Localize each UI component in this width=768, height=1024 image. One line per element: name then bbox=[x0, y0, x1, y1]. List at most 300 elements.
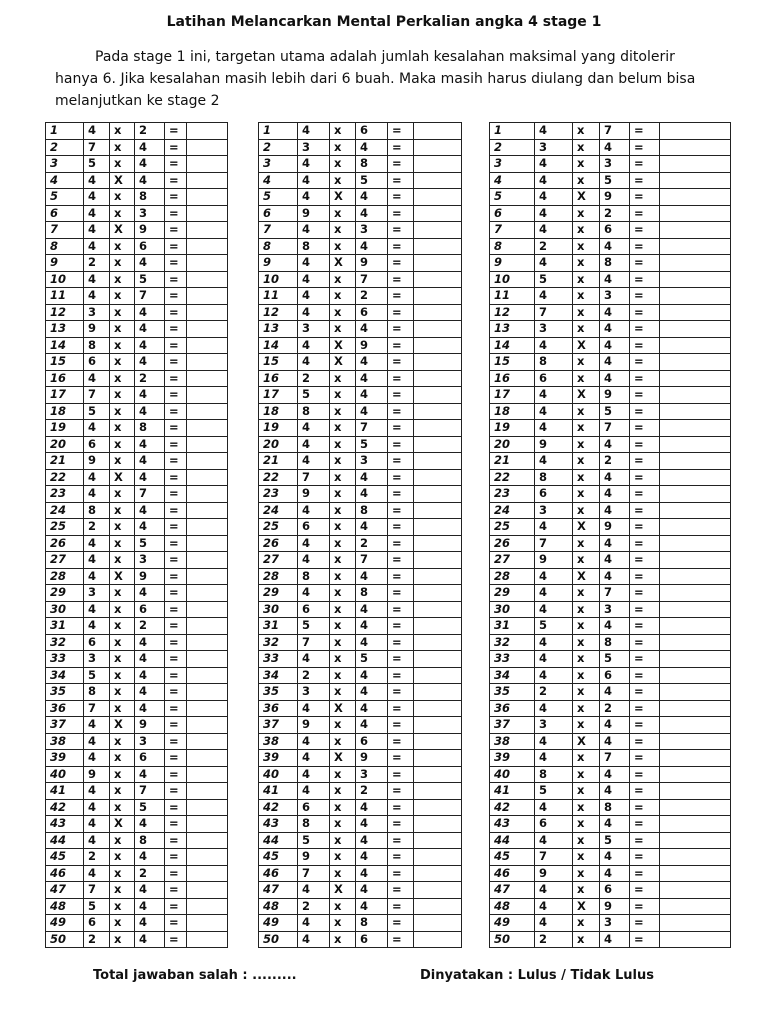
answer-cell[interactable] bbox=[660, 502, 731, 519]
table-row bbox=[490, 304, 731, 321]
answer-cell[interactable] bbox=[414, 453, 462, 470]
answer-cell[interactable] bbox=[414, 667, 462, 684]
multiply-sign: x bbox=[110, 618, 135, 635]
table-row bbox=[490, 238, 731, 255]
answer-cell[interactable] bbox=[660, 255, 731, 272]
row-number: 36 bbox=[259, 700, 298, 717]
answer-cell[interactable] bbox=[660, 700, 731, 717]
equals-sign: = bbox=[165, 255, 187, 272]
answer-cell[interactable] bbox=[660, 337, 731, 354]
answer-cell[interactable] bbox=[660, 898, 731, 915]
multiply-sign: X bbox=[110, 172, 135, 189]
answer-cell[interactable] bbox=[660, 354, 731, 371]
row-number: 49 bbox=[46, 915, 84, 932]
table-row bbox=[259, 915, 462, 932]
row-number: 12 bbox=[490, 304, 535, 321]
answer-cell[interactable] bbox=[414, 156, 462, 173]
row-number: 3 bbox=[46, 156, 84, 173]
answer-cell[interactable] bbox=[660, 304, 731, 321]
equals-sign: = bbox=[388, 255, 414, 272]
answer-cell[interactable] bbox=[187, 222, 228, 239]
first-operand: 3 bbox=[298, 139, 330, 156]
answer-cell[interactable] bbox=[414, 585, 462, 602]
equals-sign: = bbox=[630, 304, 660, 321]
multiply-sign: x bbox=[573, 865, 600, 882]
answer-cell[interactable] bbox=[660, 865, 731, 882]
answer-cell[interactable] bbox=[187, 519, 228, 536]
table-row bbox=[46, 717, 228, 734]
answer-cell[interactable] bbox=[660, 436, 731, 453]
answer-cell[interactable] bbox=[187, 535, 228, 552]
table-row bbox=[46, 618, 228, 635]
equals-sign: = bbox=[165, 337, 187, 354]
answer-cell[interactable] bbox=[187, 766, 228, 783]
answer-cell[interactable] bbox=[414, 849, 462, 866]
row-number: 6 bbox=[259, 205, 298, 222]
answer-cell[interactable] bbox=[660, 205, 731, 222]
answer-cell[interactable] bbox=[414, 700, 462, 717]
row-number: 24 bbox=[259, 502, 298, 519]
equals-sign: = bbox=[388, 585, 414, 602]
row-number: 24 bbox=[46, 502, 84, 519]
second-operand: 4 bbox=[356, 700, 388, 717]
table-row bbox=[46, 321, 228, 338]
first-operand: 7 bbox=[84, 700, 110, 717]
first-operand: 4 bbox=[298, 766, 330, 783]
answer-cell[interactable] bbox=[414, 321, 462, 338]
first-operand: 4 bbox=[84, 816, 110, 833]
answer-cell[interactable] bbox=[414, 519, 462, 536]
answer-cell[interactable] bbox=[187, 469, 228, 486]
answer-cell[interactable] bbox=[660, 733, 731, 750]
table-row bbox=[490, 882, 731, 899]
answer-cell[interactable] bbox=[414, 750, 462, 767]
equals-sign: = bbox=[388, 354, 414, 371]
answer-cell[interactable] bbox=[187, 915, 228, 932]
answer-cell[interactable] bbox=[414, 486, 462, 503]
answer-cell[interactable] bbox=[187, 205, 228, 222]
multiply-sign: x bbox=[330, 568, 356, 585]
multiply-sign: x bbox=[110, 651, 135, 668]
answer-cell[interactable] bbox=[660, 651, 731, 668]
row-number: 17 bbox=[490, 387, 535, 404]
row-number: 22 bbox=[46, 469, 84, 486]
row-number: 45 bbox=[259, 849, 298, 866]
answer-cell[interactable] bbox=[414, 469, 462, 486]
answer-cell[interactable] bbox=[187, 172, 228, 189]
multiply-sign: x bbox=[573, 832, 600, 849]
row-number: 28 bbox=[259, 568, 298, 585]
row-number: 21 bbox=[46, 453, 84, 470]
row-number: 34 bbox=[259, 667, 298, 684]
answer-cell[interactable] bbox=[660, 618, 731, 635]
answer-cell[interactable] bbox=[414, 304, 462, 321]
second-operand: 3 bbox=[356, 766, 388, 783]
answer-cell[interactable] bbox=[414, 568, 462, 585]
answer-cell[interactable] bbox=[187, 700, 228, 717]
first-operand: 4 bbox=[535, 205, 573, 222]
equals-sign: = bbox=[388, 453, 414, 470]
answer-cell[interactable] bbox=[187, 849, 228, 866]
answer-cell[interactable] bbox=[414, 766, 462, 783]
equals-sign: = bbox=[388, 370, 414, 387]
answer-cell[interactable] bbox=[414, 387, 462, 404]
first-operand: 4 bbox=[84, 420, 110, 437]
answer-cell[interactable] bbox=[660, 568, 731, 585]
answer-cell[interactable] bbox=[414, 436, 462, 453]
answer-cell[interactable] bbox=[187, 898, 228, 915]
answer-cell[interactable] bbox=[660, 238, 731, 255]
answer-cell[interactable] bbox=[414, 354, 462, 371]
answer-cell[interactable] bbox=[660, 420, 731, 437]
answer-cell[interactable] bbox=[660, 766, 731, 783]
answer-cell[interactable] bbox=[187, 832, 228, 849]
table-row bbox=[46, 519, 228, 536]
equals-sign: = bbox=[388, 799, 414, 816]
second-operand: 9 bbox=[356, 750, 388, 767]
answer-cell[interactable] bbox=[414, 931, 462, 948]
answer-cell[interactable] bbox=[660, 915, 731, 932]
second-operand: 7 bbox=[356, 271, 388, 288]
answer-cell[interactable] bbox=[187, 304, 228, 321]
answer-cell[interactable] bbox=[414, 123, 462, 140]
answer-cell[interactable] bbox=[660, 288, 731, 305]
table-row bbox=[259, 469, 462, 486]
answer-cell[interactable] bbox=[414, 634, 462, 651]
second-operand: 6 bbox=[135, 238, 165, 255]
row-number: 19 bbox=[490, 420, 535, 437]
second-operand: 5 bbox=[135, 271, 165, 288]
row-number: 1 bbox=[46, 123, 84, 140]
second-operand: 7 bbox=[356, 552, 388, 569]
answer-cell[interactable] bbox=[414, 733, 462, 750]
answer-cell[interactable] bbox=[414, 832, 462, 849]
answer-cell[interactable] bbox=[660, 156, 731, 173]
answer-cell[interactable] bbox=[660, 139, 731, 156]
answer-cell[interactable] bbox=[187, 189, 228, 206]
equals-sign: = bbox=[630, 519, 660, 536]
answer-cell[interactable] bbox=[660, 601, 731, 618]
row-number: 9 bbox=[490, 255, 535, 272]
table-row bbox=[259, 436, 462, 453]
answer-cell[interactable] bbox=[187, 585, 228, 602]
answer-cell[interactable] bbox=[187, 931, 228, 948]
answer-cell[interactable] bbox=[414, 403, 462, 420]
row-number: 47 bbox=[259, 882, 298, 899]
answer-cell[interactable] bbox=[660, 634, 731, 651]
table-row bbox=[490, 205, 731, 222]
multiply-sign: x bbox=[573, 585, 600, 602]
first-operand: 8 bbox=[84, 684, 110, 701]
equals-sign: = bbox=[630, 337, 660, 354]
first-operand: 2 bbox=[535, 238, 573, 255]
multiply-sign: x bbox=[110, 865, 135, 882]
table-row bbox=[46, 469, 228, 486]
answer-cell[interactable] bbox=[187, 750, 228, 767]
answer-cell[interactable] bbox=[660, 486, 731, 503]
answer-cell[interactable] bbox=[187, 717, 228, 734]
row-number: 30 bbox=[490, 601, 535, 618]
second-operand: 4 bbox=[356, 519, 388, 536]
answer-cell[interactable] bbox=[660, 783, 731, 800]
answer-cell[interactable] bbox=[187, 288, 228, 305]
answer-cell[interactable] bbox=[414, 238, 462, 255]
answer-cell[interactable] bbox=[187, 651, 228, 668]
answer-cell[interactable] bbox=[187, 321, 228, 338]
first-operand: 7 bbox=[298, 634, 330, 651]
second-operand: 4 bbox=[135, 519, 165, 536]
second-operand: 4 bbox=[356, 601, 388, 618]
answer-cell[interactable] bbox=[660, 667, 731, 684]
table-row bbox=[259, 601, 462, 618]
table-row bbox=[46, 420, 228, 437]
answer-cell[interactable] bbox=[660, 832, 731, 849]
first-operand: 7 bbox=[535, 535, 573, 552]
answer-cell[interactable] bbox=[660, 370, 731, 387]
answer-cell[interactable] bbox=[414, 370, 462, 387]
answer-cell[interactable] bbox=[414, 139, 462, 156]
answer-cell[interactable] bbox=[660, 882, 731, 899]
answer-cell[interactable] bbox=[660, 519, 731, 536]
table-row bbox=[46, 865, 228, 882]
answer-cell[interactable] bbox=[187, 238, 228, 255]
answer-cell[interactable] bbox=[660, 403, 731, 420]
table-row bbox=[259, 337, 462, 354]
answer-cell[interactable] bbox=[187, 684, 228, 701]
answer-cell[interactable] bbox=[187, 387, 228, 404]
answer-cell[interactable] bbox=[660, 684, 731, 701]
answer-cell[interactable] bbox=[414, 601, 462, 618]
multiply-sign: x bbox=[573, 750, 600, 767]
table-row bbox=[490, 783, 731, 800]
answer-cell[interactable] bbox=[187, 865, 228, 882]
table-row bbox=[259, 931, 462, 948]
answer-cell[interactable] bbox=[660, 469, 731, 486]
table-row bbox=[490, 651, 731, 668]
answer-cell[interactable] bbox=[187, 255, 228, 272]
second-operand: 5 bbox=[135, 535, 165, 552]
answer-cell[interactable] bbox=[187, 568, 228, 585]
equals-sign: = bbox=[165, 304, 187, 321]
answer-cell[interactable] bbox=[414, 337, 462, 354]
first-operand: 4 bbox=[535, 700, 573, 717]
answer-cell[interactable] bbox=[187, 634, 228, 651]
answer-cell[interactable] bbox=[660, 585, 731, 602]
row-number: 34 bbox=[490, 667, 535, 684]
answer-cell[interactable] bbox=[414, 420, 462, 437]
equals-sign: = bbox=[165, 667, 187, 684]
answer-cell[interactable] bbox=[187, 816, 228, 833]
equals-sign: = bbox=[630, 420, 660, 437]
answer-cell[interactable] bbox=[187, 667, 228, 684]
multiply-sign: x bbox=[573, 354, 600, 371]
first-operand: 4 bbox=[535, 601, 573, 618]
multiply-sign: x bbox=[573, 552, 600, 569]
second-operand: 4 bbox=[135, 849, 165, 866]
answer-cell[interactable] bbox=[660, 799, 731, 816]
row-number: 14 bbox=[490, 337, 535, 354]
answer-cell[interactable] bbox=[187, 733, 228, 750]
answer-cell[interactable] bbox=[660, 387, 731, 404]
row-number: 47 bbox=[490, 882, 535, 899]
answer-cell[interactable] bbox=[660, 816, 731, 833]
equals-sign: = bbox=[165, 915, 187, 932]
answer-cell[interactable] bbox=[660, 750, 731, 767]
second-operand: 4 bbox=[600, 568, 630, 585]
answer-cell[interactable] bbox=[660, 123, 731, 140]
second-operand: 4 bbox=[600, 766, 630, 783]
answer-cell[interactable] bbox=[414, 915, 462, 932]
multiply-sign: x bbox=[110, 387, 135, 404]
row-number: 50 bbox=[259, 931, 298, 948]
answer-cell[interactable] bbox=[414, 816, 462, 833]
answer-cell[interactable] bbox=[414, 882, 462, 899]
second-operand: 4 bbox=[356, 321, 388, 338]
answer-cell[interactable] bbox=[414, 684, 462, 701]
answer-cell[interactable] bbox=[187, 486, 228, 503]
row-number: 12 bbox=[46, 304, 84, 321]
second-operand: 3 bbox=[356, 453, 388, 470]
answer-cell[interactable] bbox=[660, 717, 731, 734]
second-operand: 2 bbox=[135, 618, 165, 635]
answer-cell[interactable] bbox=[414, 205, 462, 222]
table-row bbox=[490, 585, 731, 602]
row-number: 25 bbox=[490, 519, 535, 536]
answer-cell[interactable] bbox=[660, 222, 731, 239]
equals-sign: = bbox=[630, 123, 660, 140]
second-operand: 5 bbox=[600, 651, 630, 668]
row-number: 23 bbox=[46, 486, 84, 503]
table-row bbox=[259, 156, 462, 173]
row-number: 39 bbox=[490, 750, 535, 767]
table-row bbox=[46, 535, 228, 552]
row-number: 27 bbox=[46, 552, 84, 569]
multiply-sign: x bbox=[573, 799, 600, 816]
answer-cell[interactable] bbox=[660, 453, 731, 470]
row-number: 45 bbox=[490, 849, 535, 866]
answer-cell[interactable] bbox=[414, 618, 462, 635]
answer-cell[interactable] bbox=[660, 552, 731, 569]
answer-cell[interactable] bbox=[187, 156, 228, 173]
multiply-sign: x bbox=[110, 882, 135, 899]
answer-cell[interactable] bbox=[187, 123, 228, 140]
table-row bbox=[46, 733, 228, 750]
table-row bbox=[259, 717, 462, 734]
answer-cell[interactable] bbox=[187, 502, 228, 519]
answer-cell[interactable] bbox=[414, 865, 462, 882]
second-operand: 4 bbox=[356, 469, 388, 486]
answer-cell[interactable] bbox=[187, 337, 228, 354]
answer-cell[interactable] bbox=[187, 436, 228, 453]
first-operand: 8 bbox=[535, 469, 573, 486]
answer-cell[interactable] bbox=[414, 783, 462, 800]
row-number: 42 bbox=[490, 799, 535, 816]
answer-cell[interactable] bbox=[414, 288, 462, 305]
equals-sign: = bbox=[630, 321, 660, 338]
equals-sign: = bbox=[630, 271, 660, 288]
multiply-sign: x bbox=[110, 898, 135, 915]
answer-cell[interactable] bbox=[187, 783, 228, 800]
answer-cell[interactable] bbox=[187, 618, 228, 635]
second-operand: 4 bbox=[600, 436, 630, 453]
table-row bbox=[490, 568, 731, 585]
row-number: 32 bbox=[46, 634, 84, 651]
row-number: 45 bbox=[46, 849, 84, 866]
table-row bbox=[46, 436, 228, 453]
answer-cell[interactable] bbox=[187, 552, 228, 569]
multiply-sign: x bbox=[110, 684, 135, 701]
answer-cell[interactable] bbox=[187, 601, 228, 618]
answer-cell[interactable] bbox=[660, 189, 731, 206]
answer-cell[interactable] bbox=[187, 453, 228, 470]
multiply-sign: x bbox=[110, 519, 135, 536]
intro-paragraph bbox=[55, 46, 715, 112]
multiply-sign: x bbox=[110, 255, 135, 272]
table-row bbox=[259, 205, 462, 222]
table-row bbox=[46, 387, 228, 404]
answer-cell[interactable] bbox=[414, 535, 462, 552]
second-operand: 4 bbox=[356, 387, 388, 404]
answer-cell[interactable] bbox=[414, 189, 462, 206]
second-operand: 5 bbox=[356, 436, 388, 453]
answer-cell[interactable] bbox=[414, 898, 462, 915]
second-operand: 5 bbox=[600, 832, 630, 849]
answer-cell[interactable] bbox=[187, 271, 228, 288]
answer-cell[interactable] bbox=[187, 370, 228, 387]
table-row bbox=[259, 403, 462, 420]
answer-cell[interactable] bbox=[414, 172, 462, 189]
multiply-sign: X bbox=[573, 337, 600, 354]
multiply-sign: x bbox=[110, 321, 135, 338]
first-operand: 4 bbox=[298, 535, 330, 552]
table-row bbox=[490, 502, 731, 519]
answer-cell[interactable] bbox=[414, 222, 462, 239]
answer-cell[interactable] bbox=[414, 651, 462, 668]
answer-cell[interactable] bbox=[660, 172, 731, 189]
equals-sign: = bbox=[165, 700, 187, 717]
row-number: 9 bbox=[46, 255, 84, 272]
first-operand: 4 bbox=[298, 915, 330, 932]
answer-cell[interactable] bbox=[187, 799, 228, 816]
table-row bbox=[490, 832, 731, 849]
row-number: 11 bbox=[46, 288, 84, 305]
first-operand: 9 bbox=[535, 552, 573, 569]
first-operand: 4 bbox=[535, 915, 573, 932]
table-row bbox=[259, 700, 462, 717]
answer-cell[interactable] bbox=[187, 420, 228, 437]
answer-cell[interactable] bbox=[414, 717, 462, 734]
answer-cell[interactable] bbox=[660, 271, 731, 288]
answer-cell[interactable] bbox=[414, 799, 462, 816]
multiply-sign: x bbox=[110, 337, 135, 354]
answer-cell[interactable] bbox=[414, 552, 462, 569]
answer-cell[interactable] bbox=[414, 255, 462, 272]
answer-cell[interactable] bbox=[414, 271, 462, 288]
answer-cell[interactable] bbox=[187, 403, 228, 420]
answer-cell[interactable] bbox=[660, 931, 731, 948]
equals-sign: = bbox=[388, 123, 414, 140]
second-operand: 7 bbox=[600, 585, 630, 602]
answer-cell[interactable] bbox=[187, 882, 228, 899]
answer-cell[interactable] bbox=[187, 139, 228, 156]
answer-cell[interactable] bbox=[660, 321, 731, 338]
first-operand: 6 bbox=[84, 436, 110, 453]
answer-cell[interactable] bbox=[187, 354, 228, 371]
answer-cell[interactable] bbox=[414, 502, 462, 519]
answer-cell[interactable] bbox=[660, 849, 731, 866]
first-operand: 4 bbox=[84, 783, 110, 800]
answer-cell[interactable] bbox=[660, 535, 731, 552]
